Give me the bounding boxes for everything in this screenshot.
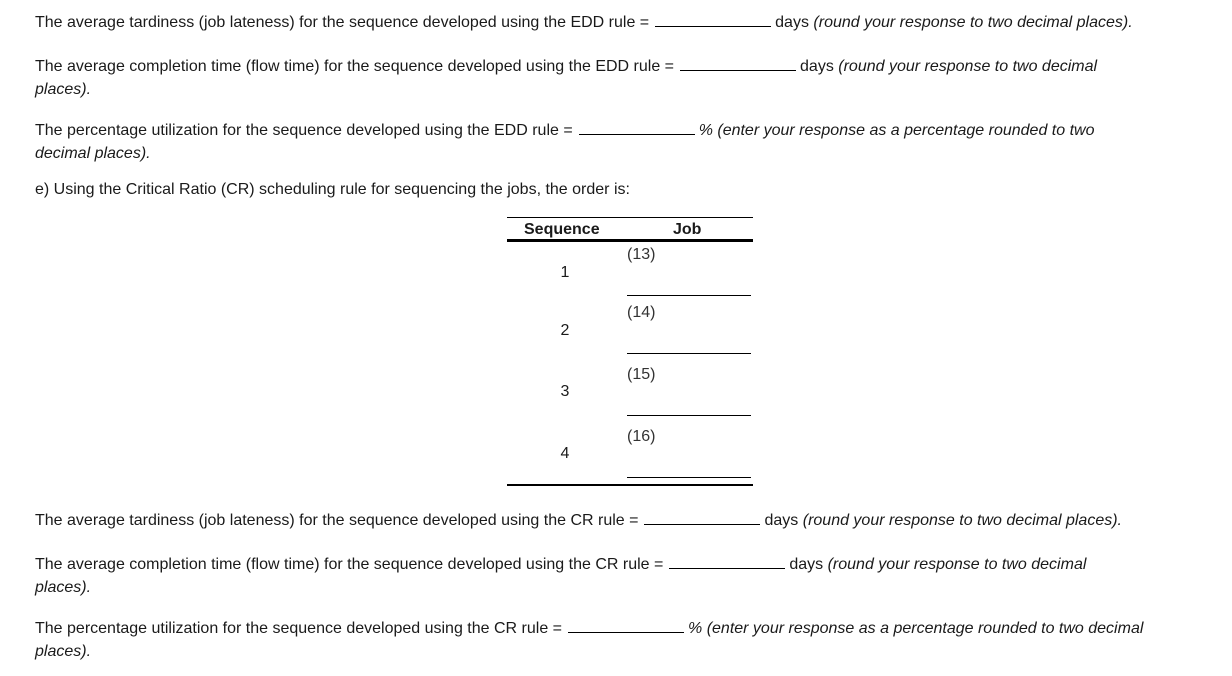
- edd-completion-prefix: The average completion time (flow time) for the sequence developed using the EDD rule =: [35, 58, 675, 75]
- job-answer-blank-14[interactable]: [627, 353, 751, 354]
- cr-tardiness-question: [35, 506, 1232, 533]
- edd-utilization-question: [35, 116, 1232, 143]
- table-row-sequence: 2: [560, 322, 570, 339]
- table-row-sequence: 3: [560, 383, 570, 400]
- edd-completion-unit: days: [800, 58, 834, 75]
- edd-completion-answer-blank[interactable]: [680, 52, 796, 71]
- job-answer-blank-16[interactable]: [627, 477, 751, 478]
- cr-tardiness-prefix: The average tardiness (job lateness) for the sequence developed using the CR rule =: [35, 512, 639, 529]
- cr-utilization-question: [35, 614, 1232, 641]
- edd-utilization-note: % (enter your response as a percentage rounded to two: [698, 122, 1095, 139]
- cr-completion-question: [35, 550, 1232, 577]
- table-header-sequence: Sequence: [524, 221, 600, 238]
- table-row-job-label: (14): [627, 304, 656, 321]
- edd-tardiness-answer-blank[interactable]: [655, 8, 771, 27]
- table-bottom-rule: [507, 484, 753, 486]
- edd-utilization-prefix: The percentage utilization for the sequence developed using the EDD rule =: [35, 122, 573, 139]
- cr-completion-note: (round your response to two decimal: [827, 556, 1087, 573]
- cr-completion-continuation: places).: [35, 579, 92, 596]
- table-header-job: Job: [673, 221, 702, 238]
- section-e-heading: e) Using the Critical Ratio (CR) scheduling rule for sequencing the jobs, the order is:: [35, 181, 630, 198]
- cr-utilization-continuation: places).: [35, 643, 92, 660]
- table-top-rule: [507, 217, 753, 218]
- cr-utilization-answer-blank[interactable]: [568, 614, 684, 633]
- job-answer-blank-13[interactable]: [627, 295, 751, 296]
- edd-tardiness-question: [35, 8, 1232, 35]
- edd-utilization-answer-blank[interactable]: [579, 116, 695, 135]
- cr-utilization-note: % (enter your response as a percentage rounded to two decimal: [688, 620, 1144, 637]
- cr-completion-answer-blank[interactable]: [669, 550, 785, 569]
- edd-tardiness-note: (round your response to two decimal places).: [813, 14, 1133, 31]
- edd-tardiness-unit: days: [775, 14, 809, 31]
- cr-completion-prefix: The average completion time (flow time) for the sequence developed using the CR rule =: [35, 556, 664, 573]
- job-answer-blank-15[interactable]: [627, 415, 751, 416]
- table-header-rule: [507, 239, 753, 242]
- edd-tardiness-prefix: The average tardiness (job lateness) for the sequence developed using the EDD rule =: [35, 14, 650, 31]
- edd-utilization-continuation: decimal places).: [35, 145, 151, 162]
- cr-tardiness-unit: days: [764, 512, 799, 529]
- table-row-job-label: (15): [627, 366, 656, 383]
- table-row-job-label: (16): [627, 428, 656, 445]
- edd-completion-note: (round your response to two decimal: [838, 58, 1098, 75]
- cr-tardiness-answer-blank[interactable]: [644, 506, 760, 525]
- cr-utilization-prefix: The percentage utilization for the sequence developed using the CR rule =: [35, 620, 563, 637]
- table-row-sequence: 4: [560, 445, 570, 462]
- table-row-sequence: 1: [560, 264, 570, 281]
- table-row-job-label: (13): [627, 246, 656, 263]
- cr-tardiness-note: (round your response to two decimal places).: [802, 512, 1122, 529]
- edd-completion-continuation: places).: [35, 81, 92, 98]
- edd-completion-question: [35, 52, 1232, 79]
- cr-completion-unit: days: [789, 556, 824, 573]
